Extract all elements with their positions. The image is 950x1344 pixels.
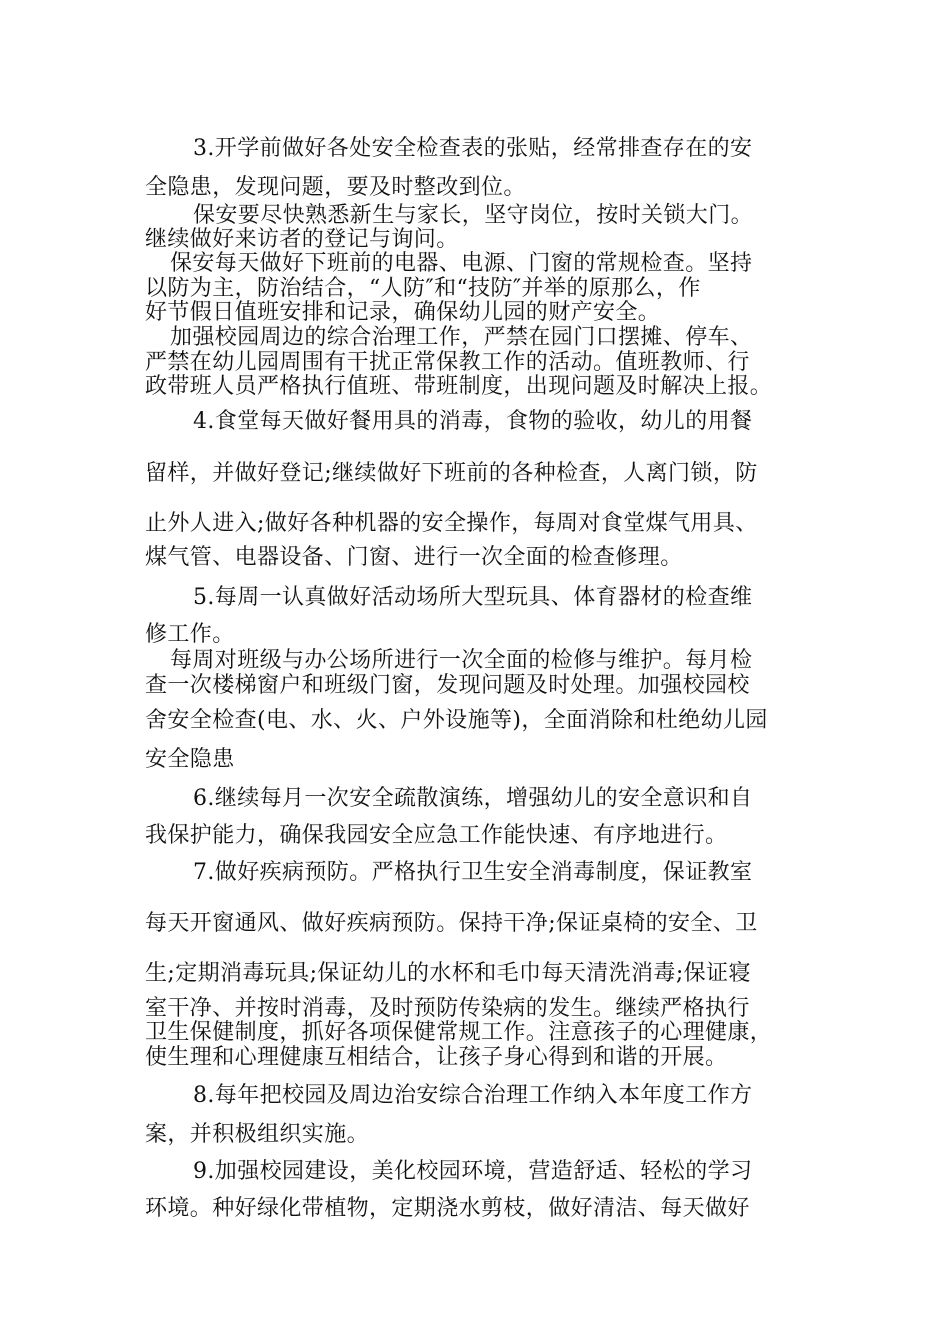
text-line: 环境。种好绿化带植物，定期浇水剪枝，做好清洁、每天做好 (145, 1196, 750, 1221)
text-line: 生;定期消毒玩具;保证幼儿的水杯和毛巾每天清洗消毒;保证寝 (145, 961, 751, 986)
text-line: 留样，并做好登记;继续做好下班前的各种检查，人离门锁，防 (145, 461, 758, 486)
text-line: 每周对班级与办公场所进行一次全面的检修与维护。每月检 (170, 648, 753, 673)
text-line: 全隐患，发现问题，要及时整改到位。 (145, 175, 526, 200)
text-line: 政带班人员严格执行值班、带班制度，出现问题及时解决上报。 (145, 374, 773, 399)
text-line: 止外人进入;做好各种机器的安全操作，每周对食堂煤气用具、 (145, 511, 758, 536)
text-line: 好节假日值班安排和记录，确保幼儿园的财产安全。 (145, 300, 661, 325)
text-line: 查一次楼梯窗户和班级门窗，发现问题及时处理。加强校园校 (145, 673, 750, 698)
text-line: 保安要尽快熟悉新生与家长，坚守岗位，按时关锁大门。 (193, 203, 754, 228)
text-line: 使生理和心理健康互相结合，让孩子身心得到和谐的开展。 (145, 1045, 728, 1070)
text-line: 严禁在幼儿园周围有干扰正常保教工作的活动。值班教师、行 (145, 350, 750, 375)
text-line: 室干净、并按时消毒，及时预防传染病的发生。继续严格执行 (145, 996, 750, 1021)
text-line: 以防为主，防治结合，“人防″和“技防″并举的原那么，作 (145, 276, 701, 301)
text-line: 6.继续每月一次安全疏散演练，增强幼儿的安全意识和自 (193, 786, 753, 811)
text-line: 每天开窗通风、做好疾病预防。保持干净;保证桌椅的安全、卫 (145, 911, 758, 936)
text-line: 5.每周一认真做好活动场所大型玩具、体育器材的检查维 (193, 585, 753, 610)
text-line: 煤气管、电器设备、门窗、进行一次全面的检查修理。 (145, 545, 683, 570)
text-line: 9.加强校园建设，美化校园环境，营造舒适、轻松的学习 (193, 1159, 753, 1184)
text-line: 舍安全检查(电、水、火、户外设施等)，全面消除和杜绝幼儿园 (145, 708, 768, 733)
text-line: 安全隐患 (145, 747, 235, 772)
text-line: 7.做好疾病预防。严格执行卫生安全消毒制度，保证教室 (193, 860, 753, 885)
text-line: 4.食堂每天做好餐用具的消毒，食物的验收，幼儿的用餐 (193, 409, 753, 434)
text-line: 保安每天做好下班前的电器、电源、门窗的常规检查。坚持 (170, 251, 753, 276)
text-line: 8.每年把校园及周边治安综合治理工作纳入本年度工作方 (193, 1083, 753, 1108)
text-line: 3.开学前做好各处安全检查表的张贴，经常排查存在的安 (193, 136, 753, 161)
text-line: 我保护能力，确保我园安全应急工作能快速、有序地进行。 (145, 823, 728, 848)
text-line: 卫生保健制度，抓好各项保健常规工作。注意孩子的心理健康， (145, 1020, 773, 1045)
text-line: 继续做好来访者的登记与询问。 (145, 227, 459, 252)
text-line: 修工作。 (145, 622, 235, 647)
text-line: 案，并积极组织实施。 (145, 1122, 370, 1147)
text-line: 加强校园周边的综合治理工作，严禁在园门口摆摊、停车、 (170, 325, 753, 350)
